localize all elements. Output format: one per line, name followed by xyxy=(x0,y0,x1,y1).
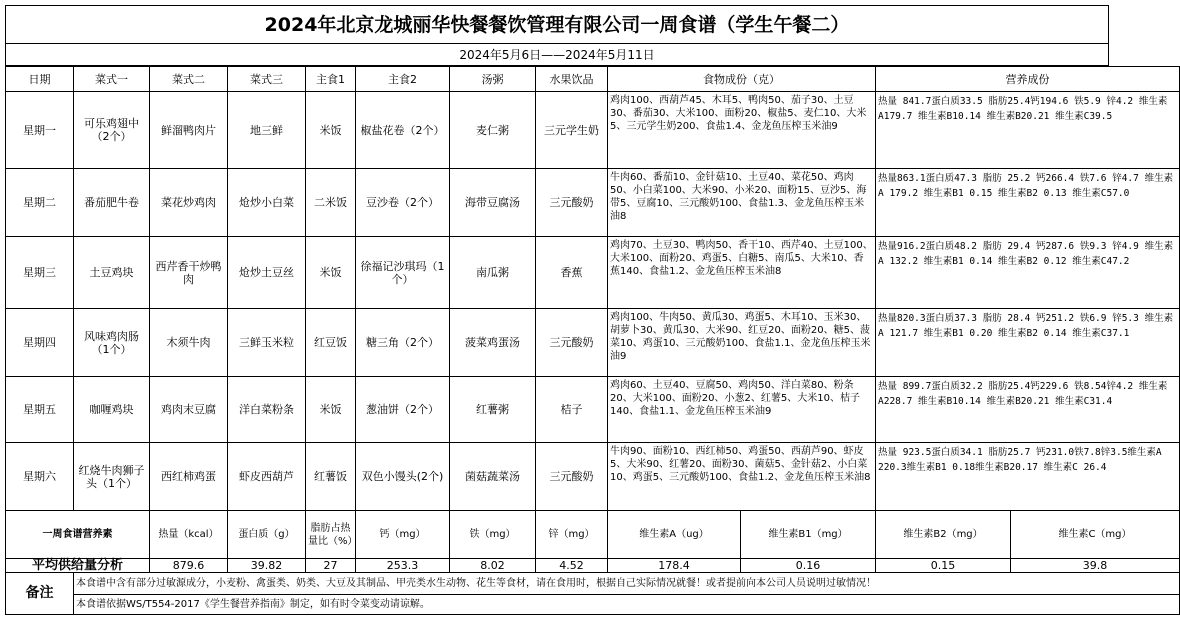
day-row xyxy=(6,169,1180,237)
fruit-cell: 香蕉 xyxy=(536,237,608,309)
dish2-cell: 西红柿鸡蛋 xyxy=(150,443,228,511)
dish1-cell: 风味鸡肉肠（1个） xyxy=(74,309,150,377)
summary-value-cell: 0.15 xyxy=(876,559,1011,573)
menu-table xyxy=(5,66,1180,615)
day-row xyxy=(6,309,1180,377)
summary-value-cell: 178.4 xyxy=(608,559,741,573)
nutrition-cell: 热量 841.7蛋白质33.5 脂肪25.4钙194.6 铁5.9 锌4.2 维生素A179.7 维生素B10.14 维生素B20.21 维生素C39.5 xyxy=(876,92,1180,169)
summary-label: 一周食谱营养素 xyxy=(6,511,150,559)
menu-sheet xyxy=(5,5,1174,615)
day-cell: 星期六 xyxy=(6,443,74,511)
page-title: 2024年北京龙城丽华快餐餐饮管理有限公司一周食谱（学生午餐二） xyxy=(5,5,1109,43)
guideline-note: 本食谱依据WS/T554-2017《学生餐营养指南》制定，如有时令菜变动请谅解。 xyxy=(74,595,1180,615)
summary-value-cell: 0.16 xyxy=(741,559,876,573)
header-cell: 菜式一 xyxy=(74,67,150,92)
summary-header-cell: 维生素A（ug） xyxy=(608,511,741,559)
food-ingredients-cell: 鸡肉60、土豆40、豆腐50、鸡肉50、洋白菜80、粉条20、大米100、面粉20、小葱2、红薯5、大米10、桔子140、食盐1.1、金龙鱼压榨玉米油9 xyxy=(608,377,876,443)
nutrition-cell: 热量820.3蛋白质37.3 脂肪 28.4 钙251.2 铁6.9 锌5.3 维生素A 121.7 维生素B1 0.20 维生素B2 0.14 维生素C37.1 xyxy=(876,309,1180,377)
dish1-cell: 咖喱鸡块 xyxy=(74,377,150,443)
staple1-cell: 米饭 xyxy=(306,92,356,169)
dish1-cell: 土豆鸡块 xyxy=(74,237,150,309)
day-cell: 星期二 xyxy=(6,169,74,237)
day-row xyxy=(6,237,1180,309)
summary-value-cell: 4.52 xyxy=(536,559,608,573)
summary-header-cell: 维生素B1（mg） xyxy=(741,511,876,559)
day-cell: 星期四 xyxy=(6,309,74,377)
dish1-cell: 可乐鸡翅中（2个） xyxy=(74,92,150,169)
staple2-cell: 徐福记沙琪玛（1个） xyxy=(356,237,450,309)
staple1-cell: 米饭 xyxy=(306,377,356,443)
nutrition-cell: 热量916.2蛋白质48.2 脂肪 29.4 钙287.6 铁9.3 锌4.9 维生素A 132.2 维生素B1 0.14 维生素B2 0.12 维生素C47.2 xyxy=(876,237,1180,309)
fruit-cell: 三元学生奶 xyxy=(536,92,608,169)
staple2-cell: 豆沙卷（2个） xyxy=(356,169,450,237)
dish3-cell: 洋白菜粉条 xyxy=(228,377,306,443)
header-cell: 水果饮品 xyxy=(536,67,608,92)
fruit-cell: 三元酸奶 xyxy=(536,443,608,511)
fruit-cell: 桔子 xyxy=(536,377,608,443)
header-cell: 菜式三 xyxy=(228,67,306,92)
food-ingredients-cell: 鸡肉70、土豆30、鸭肉50、香干10、西芹40、土豆100、大米100、面粉20、鸡蛋5、白糖5、南瓜5、大米10、香蕉140、食盐1.2、金龙鱼压榨玉米油8 xyxy=(608,237,876,309)
staple1-cell: 红薯饭 xyxy=(306,443,356,511)
summary-value-cell: 39.8 xyxy=(1011,559,1180,573)
header-cell: 主食2 xyxy=(356,67,450,92)
summary-header-row xyxy=(6,511,1180,559)
summary-value-cell: 27 xyxy=(306,559,356,573)
dish2-cell: 鸡肉末豆腐 xyxy=(150,377,228,443)
staple1-cell: 二米饭 xyxy=(306,169,356,237)
day-cell: 星期三 xyxy=(6,237,74,309)
date-range: 2024年5月6日——2024年5月11日 xyxy=(5,43,1109,66)
header-cell: 营养成份 xyxy=(876,67,1180,92)
summary-header-cell: 维生素B2（mg） xyxy=(876,511,1011,559)
staple2-cell: 糖三角（2个） xyxy=(356,309,450,377)
summary-header-cell: 维生素C（mg） xyxy=(1011,511,1180,559)
allergen-note: 本食谱中含有部分过敏源成分，小麦粉、禽蛋类、奶类、大豆及其制品、甲壳类水生动物、花生等食材，请在食用时，根据自己实际情况就餐！或者提前向本公司人员说明过敏情况！ xyxy=(74,573,1180,595)
summary-header-cell: 钙（mg） xyxy=(356,511,450,559)
header-cell: 菜式二 xyxy=(150,67,228,92)
header-cell: 日期 xyxy=(6,67,74,92)
summary-value-cell: 253.3 xyxy=(356,559,450,573)
dish2-cell: 西芹香干炒鸭肉 xyxy=(150,237,228,309)
dish3-cell: 地三鲜 xyxy=(228,92,306,169)
day-cell: 星期五 xyxy=(6,377,74,443)
soup-cell: 海带豆腐汤 xyxy=(450,169,536,237)
summary-value-cell: 879.6 xyxy=(150,559,228,573)
dish3-cell: 虾皮西葫芦 xyxy=(228,443,306,511)
soup-cell: 南瓜粥 xyxy=(450,237,536,309)
soup-cell: 红薯粥 xyxy=(450,377,536,443)
dish2-cell: 鲜溜鸭肉片 xyxy=(150,92,228,169)
notes-row xyxy=(6,595,1180,615)
nutrition-cell: 热量 899.7蛋白质32.2 脂肪25.4钙229.6 铁8.54锌4.2 维生素A228.7 维生素B10.14 维生素B20.21 维生素C31.4 xyxy=(876,377,1180,443)
staple2-cell: 椒盐花卷（2个） xyxy=(356,92,450,169)
summary-header-cell: 脂肪占热量比（%） xyxy=(306,511,356,559)
soup-cell: 菠菜鸡蛋汤 xyxy=(450,309,536,377)
staple2-cell: 双色小馒头(2个) xyxy=(356,443,450,511)
nutrition-cell: 热量863.1蛋白质47.3 脂肪 25.2 钙266.4 铁7.6 锌4.7 维生素A 179.2 维生素B1 0.15 维生素B2 0.13 维生素C57.0 xyxy=(876,169,1180,237)
dish1-cell: 红烧牛肉狮子头（1个） xyxy=(74,443,150,511)
soup-cell: 菌菇蔬菜汤 xyxy=(450,443,536,511)
summary-header-cell: 蛋白质（g） xyxy=(228,511,306,559)
staple2-cell: 葱油饼（2个） xyxy=(356,377,450,443)
day-row xyxy=(6,377,1180,443)
day-row xyxy=(6,443,1180,511)
day-row xyxy=(6,92,1180,169)
summary-value-cell: 8.02 xyxy=(450,559,536,573)
header-cell: 主食1 xyxy=(306,67,356,92)
summary-header-cell: 热量（kcal） xyxy=(150,511,228,559)
header-cell: 食物成份（克） xyxy=(608,67,876,92)
notes-row xyxy=(6,573,1180,595)
soup-cell: 麦仁粥 xyxy=(450,92,536,169)
avg-label: 平均供给量分析 xyxy=(6,559,150,573)
dish1-cell: 番茄肥牛卷 xyxy=(74,169,150,237)
day-cell: 星期一 xyxy=(6,92,74,169)
notes-label: 备注 xyxy=(6,573,74,615)
summary-header-cell: 锌（mg） xyxy=(536,511,608,559)
dish3-cell: 炝炒小白菜 xyxy=(228,169,306,237)
nutrition-cell: 热量 923.5蛋白质34.1 脂肪25.7 钙231.0铁7.8锌3.5维生素A 220.3维生素B1 0.18维生素B20.17 维生素C 26.4 xyxy=(876,443,1180,511)
staple1-cell: 米饭 xyxy=(306,237,356,309)
summary-header-cell: 铁（mg） xyxy=(450,511,536,559)
food-ingredients-cell: 鸡肉100、西葫芦45、木耳5、鸭肉50、茄子30、土豆30、番茄30、大米100、面粉20、椒盐5、麦仁10、大米5、三元学生奶200、食盐1.4、金龙鱼压榨玉米油9 xyxy=(608,92,876,169)
dish3-cell: 三鲜玉米粒 xyxy=(228,309,306,377)
dish2-cell: 菜花炒鸡肉 xyxy=(150,169,228,237)
summary-values-row xyxy=(6,559,1180,573)
dish3-cell: 炝炒土豆丝 xyxy=(228,237,306,309)
staple1-cell: 红豆饭 xyxy=(306,309,356,377)
fruit-cell: 三元酸奶 xyxy=(536,169,608,237)
dish2-cell: 木须牛肉 xyxy=(150,309,228,377)
fruit-cell: 三元酸奶 xyxy=(536,309,608,377)
header-row xyxy=(6,67,1180,92)
food-ingredients-cell: 牛肉90、面粉10、西红柿50、鸡蛋50、西葫芦90、虾皮5、大米90、红薯20、面粉30、菌菇5、金针菇2、小白菜10、鸡蛋5、三元酸奶100、食盐1.2、金龙鱼压榨玉米油8 xyxy=(608,443,876,511)
header-cell: 汤粥 xyxy=(450,67,536,92)
food-ingredients-cell: 牛肉60、番茄10、金针菇10、土豆40、菜花50、鸡肉50、小白菜100、大米90、小米20、面粉15、豆沙5、海带5、豆腐10、三元酸奶100、食盐1.3、金龙鱼压榨玉米油8 xyxy=(608,169,876,237)
food-ingredients-cell: 鸡肉100、牛肉50、黄瓜30、鸡蛋5、木耳10、玉米30、胡萝卜30、黄瓜30、大米90、红豆20、面粉20、糖5、菠菜10、鸡蛋10、三元酸奶100、食盐1.1、金龙鱼压榨玉米油9 xyxy=(608,309,876,377)
summary-value-cell: 39.82 xyxy=(228,559,306,573)
